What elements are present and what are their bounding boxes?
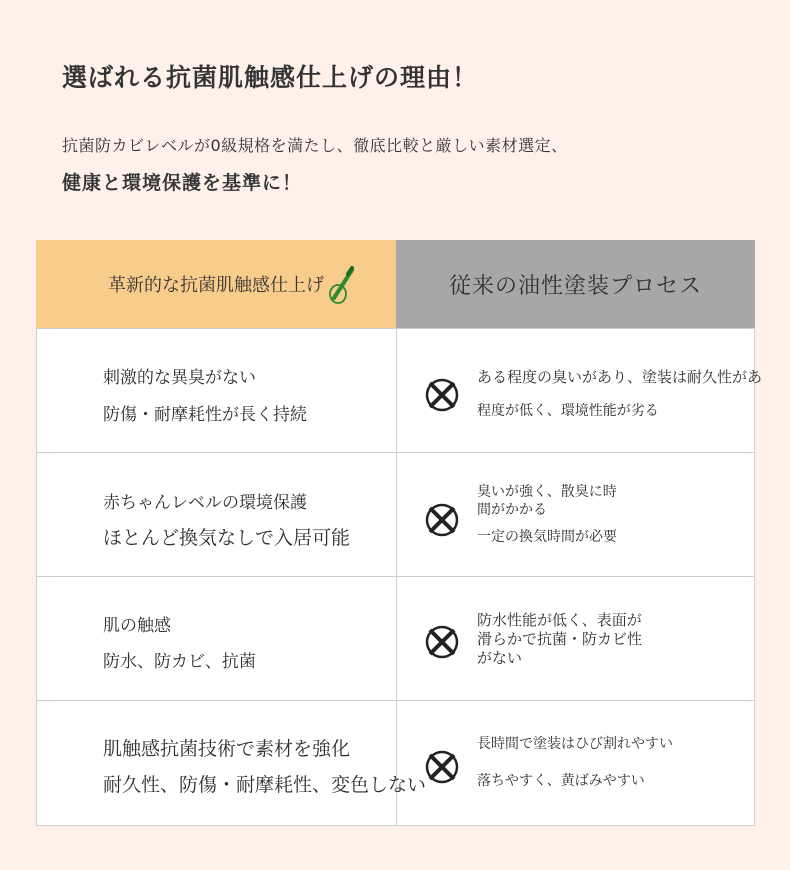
intro-line-1: 抗菌防カビレベルが0級規格を満たし、徹底比較と厳しい素材選定、 [62,136,568,155]
table-row [37,577,754,701]
row-1-right-line-2: 程度が低く、環境性能が劣る [477,403,659,419]
row-1-right-line-1: ある程度の臭いがあり、塗装は耐久性があ [477,368,763,386]
row-2-right-line-1: 臭いが強く、散臭に時 [477,484,617,500]
page-title: 選ばれる抗菌肌触感仕上げの理由！ [62,63,479,92]
cross-circle-icon [425,378,459,412]
header-conventional-process-label: 従来の油性塗装プロセス [448,273,702,299]
row-3-left-line-2: 防水、防カビ、抗菌 [103,652,256,672]
row-4-left-line-2: 耐久性、防傷・耐摩耗性、変色しない [103,774,427,796]
row-2-right-line-3: 一定の換気時間が必要 [477,529,617,545]
row-4-right-line-2: 落ちやすく、黄ばみやすい [477,773,645,789]
row-3-right-line-3: がない [477,649,523,667]
table-row [37,453,754,577]
row-2-left-line-2: ほとんど換気なしで入居可能 [103,527,351,549]
row-1-left-line-1: 刺激的な異臭がない [103,368,256,388]
row-4-right-line-1: 長時間で塗装はひび割れやすい [477,736,673,752]
intro-line-2: 健康と環境保護を基準に！ [62,172,303,194]
comparison-table [36,240,763,825]
pen-check-icon [326,264,356,306]
row-2-right-line-2: 間がかかる [477,502,547,518]
row-1-left-line-2: 防傷・耐摩耗性が長く持続 [103,405,307,425]
header-conventional-process [396,240,755,328]
row-3-left-line-1: 肌の触感 [103,616,171,636]
cross-circle-icon [425,750,459,784]
header-new-finish-label: 革新的な抗菌肌触感仕上げ [108,275,324,296]
cross-circle-icon [425,503,459,537]
row-3-right-line-2: 滑らかで抗菌・防カビ性 [477,630,643,648]
table-row [37,329,763,453]
comparison-body [36,328,763,826]
row-4-left-line-1: 肌触感抗菌技術で素材を強化 [103,738,351,760]
cross-circle-icon [425,625,459,659]
row-3-right-line-1: 防水性能が低く、表面が [477,611,642,629]
row-2-left-line-1: 赤ちゃんレベルの環境保護 [103,493,307,513]
table-row [37,701,754,825]
